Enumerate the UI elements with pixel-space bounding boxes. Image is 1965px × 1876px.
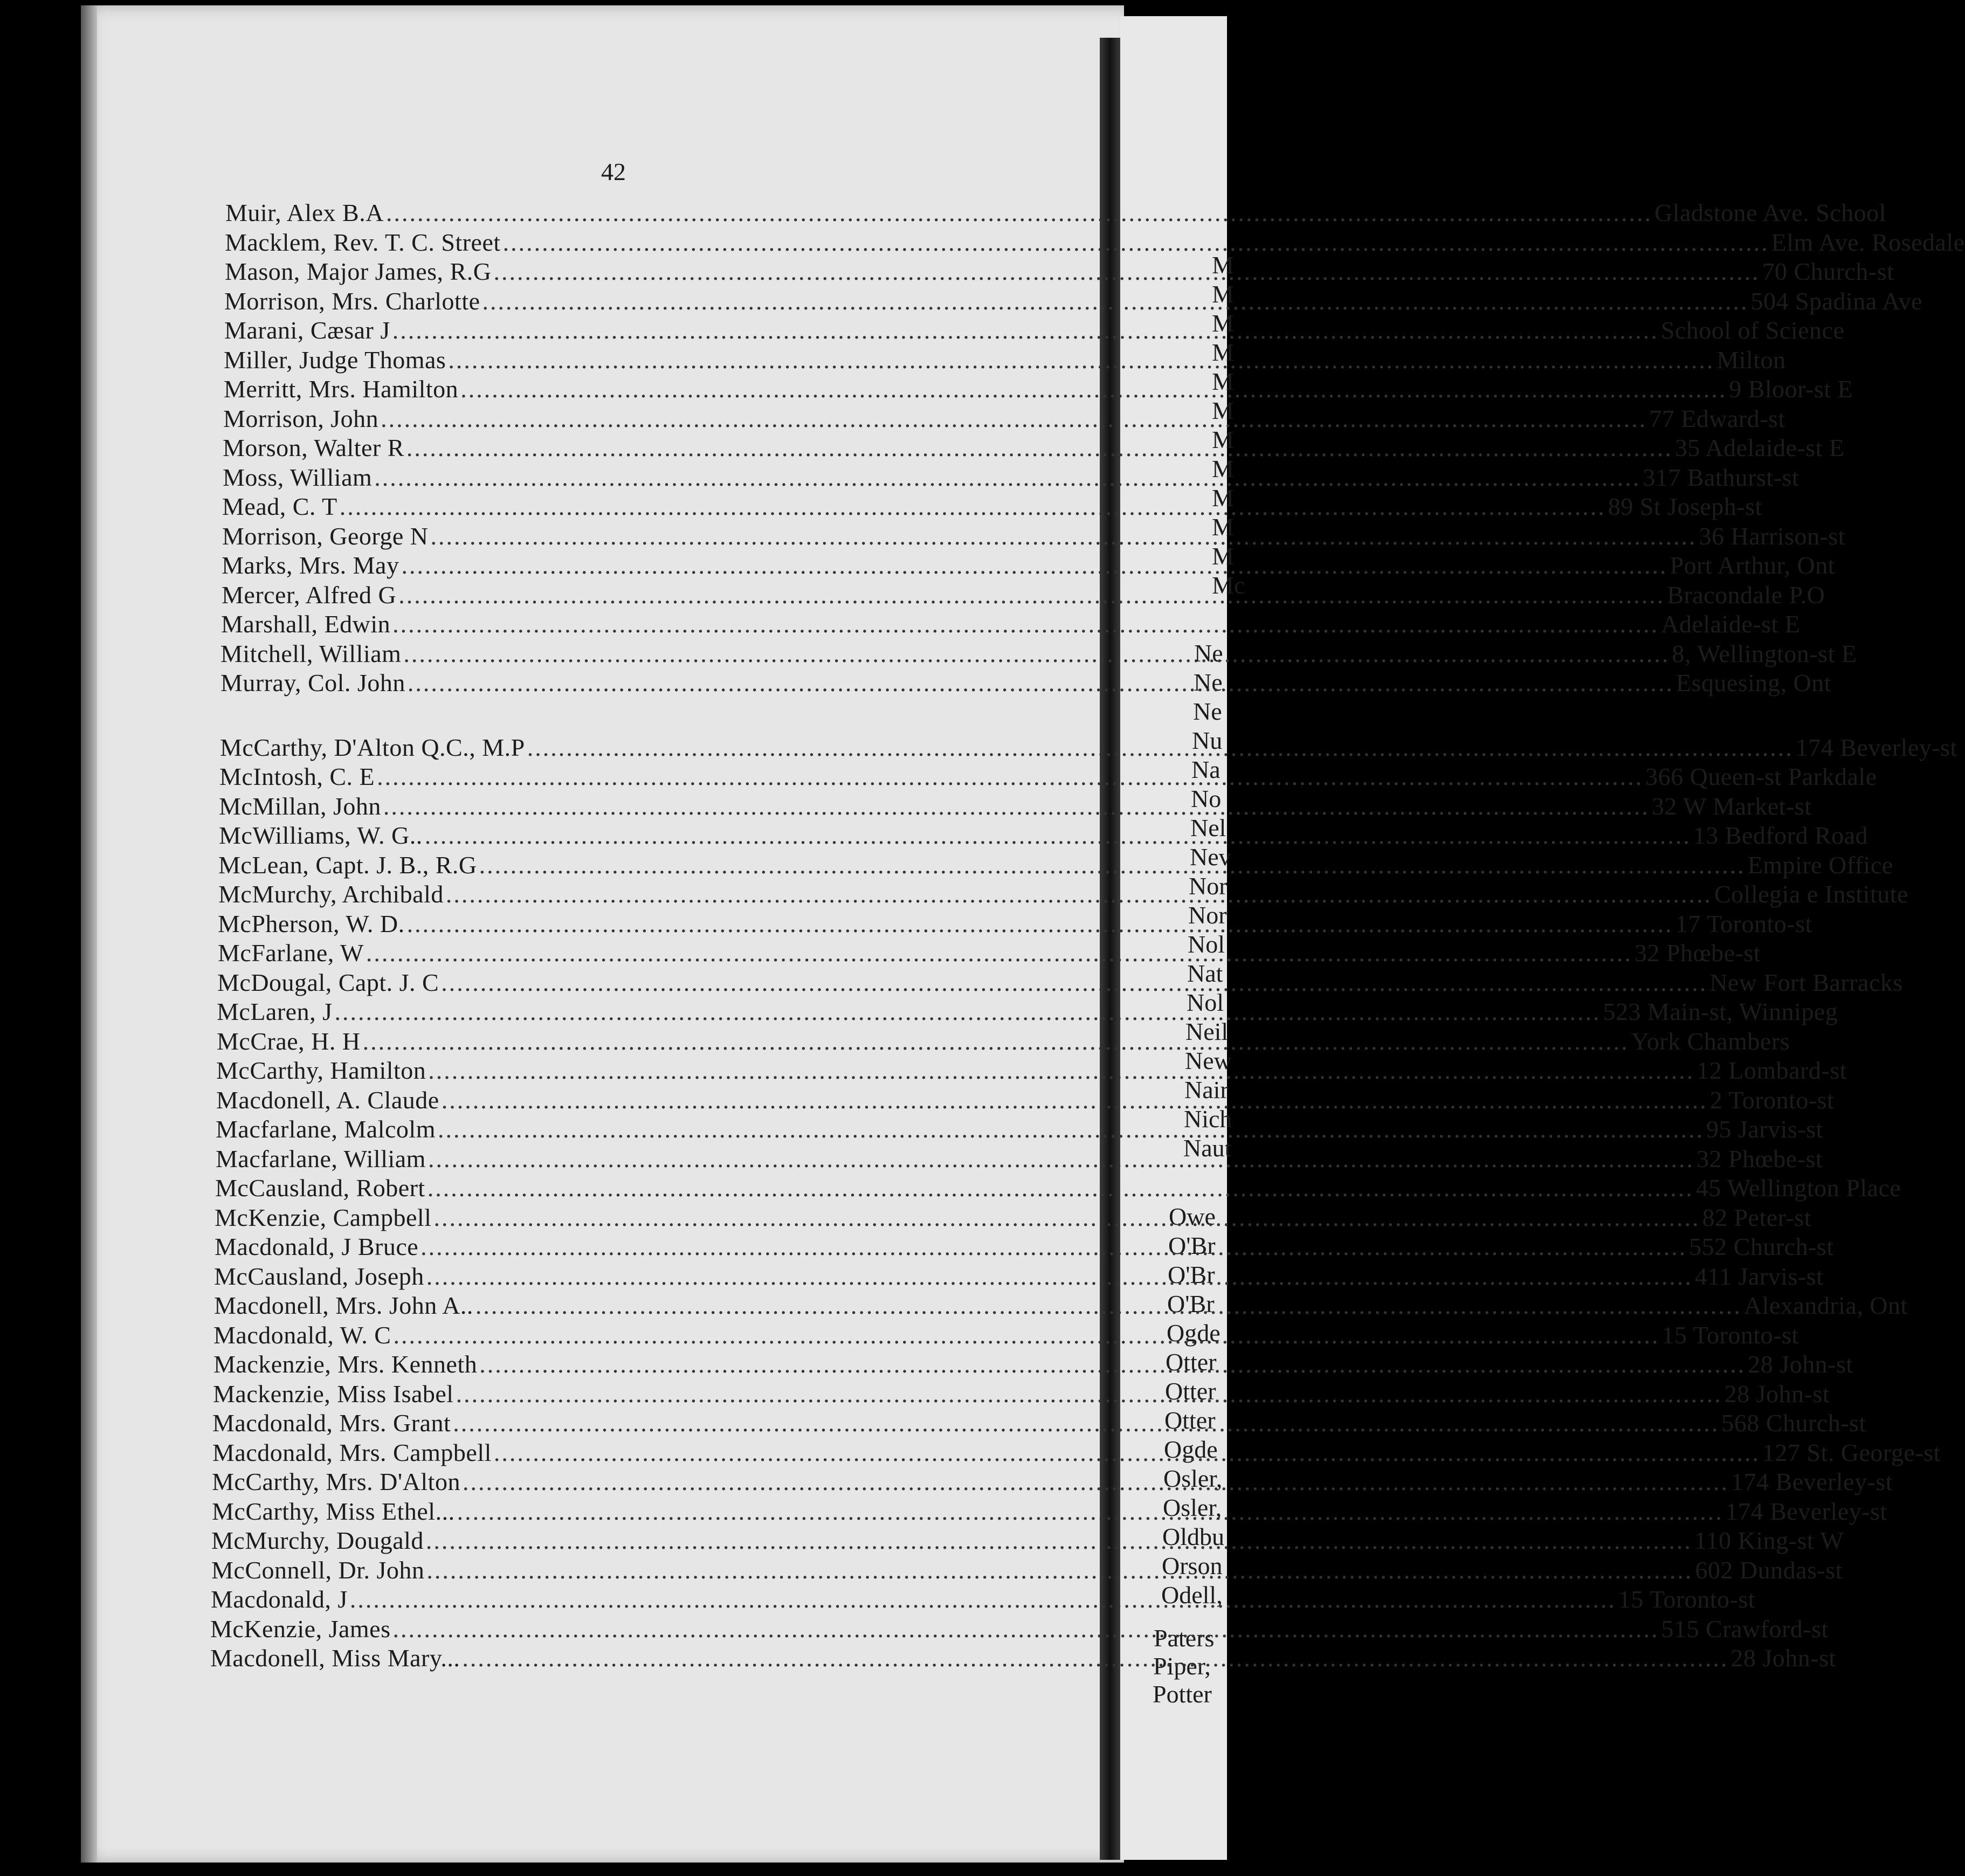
directory-entry (220, 668, 1831, 696)
directory-entry (224, 316, 1845, 344)
entry-name: Morrison, Mrs. Charlotte (224, 287, 480, 315)
right-page-fragment: Nol (1188, 930, 1225, 958)
dot-leader (426, 1262, 1693, 1291)
entry-name: Mead, C. T (222, 493, 337, 520)
right-page-fragment: Nair (1184, 1076, 1229, 1103)
right-page-fragment: M (1212, 542, 1234, 570)
entry-address: 174 Beverley-st (1795, 733, 1957, 761)
dot-leader (463, 1467, 1729, 1496)
entry-name: Merritt, Mrs. Hamilton (224, 375, 459, 403)
right-page-fragment: Na (1191, 756, 1221, 783)
directory-entry (225, 228, 1965, 256)
right-page-fragment: Nev (1190, 843, 1231, 871)
entry-name: Muir, Alex B.A (225, 199, 384, 226)
entry-name: McFarlane, W (218, 939, 364, 967)
entry-name: McCausland, Robert (215, 1174, 425, 1202)
dot-leader (377, 762, 1643, 791)
dot-leader (428, 1174, 1694, 1202)
entry-name: Macdonald, W. C (213, 1321, 391, 1349)
dot-leader (426, 1526, 1692, 1555)
right-page-fragment: Odell, (1161, 1581, 1223, 1609)
right-page-fragment: Nol (1187, 989, 1224, 1016)
entry-address: 95 Jarvis-st (1706, 1115, 1823, 1143)
entry-address: 28 John-st (1724, 1380, 1830, 1408)
entry-address: Port Arthur, Ont (1670, 551, 1835, 579)
entry-address: Elm Ave. Rosedale (1771, 228, 1965, 256)
right-page-fragment: M (1212, 368, 1234, 395)
entry-address: Milton (1716, 346, 1786, 374)
entry-name: McCarthy, Hamilton (216, 1057, 426, 1084)
entry-address: 523 Main-st, Winnipeg (1603, 998, 1838, 1025)
dot-leader (448, 346, 1714, 374)
dot-leader (456, 1380, 1722, 1408)
dot-leader (527, 733, 1794, 762)
dot-leader (406, 433, 1673, 462)
right-page-fragment: Mc (1212, 571, 1245, 599)
entry-address: 366 Queen-st Parkdale (1645, 763, 1877, 790)
dot-leader (383, 792, 1650, 820)
dot-leader (428, 1056, 1694, 1085)
dot-leader (401, 551, 1667, 580)
right-page-fragment: M (1212, 251, 1234, 279)
directory-entry (223, 463, 1799, 491)
entry-address: School of Science (1660, 316, 1845, 344)
page-number: 42 (601, 158, 626, 185)
right-page-fragment: M (1212, 513, 1234, 541)
right-page-fragment: M (1212, 397, 1234, 424)
entry-address: 70 Church-st (1762, 258, 1894, 285)
right-page-fragment: M (1212, 339, 1234, 366)
entry-address: Collegia e Institute (1714, 880, 1908, 908)
dot-leader (453, 1409, 1719, 1437)
dot-leader (408, 668, 1674, 697)
entry-address: Alexandria, Ont (1743, 1292, 1908, 1319)
entry-name: McWilliams, W. G.. (219, 822, 423, 849)
right-page-fragment: Nich (1184, 1105, 1232, 1133)
dot-leader (420, 1232, 1687, 1261)
entry-name: Mackenzie, Miss Isabel (213, 1380, 454, 1408)
entry-address: 552 Church-st (1689, 1233, 1834, 1260)
entry-address: 82 Peter-st (1702, 1203, 1812, 1231)
right-page-fragment: Nel (1190, 814, 1226, 842)
entry-name: McIntosh, C. E (219, 763, 375, 790)
dot-leader (433, 1203, 1700, 1232)
directory-entry (222, 551, 1835, 579)
right-page-fragment: M (1212, 426, 1234, 453)
entry-name: Macfarlane, Malcolm (216, 1115, 436, 1143)
right-page-fragment: Ne (1194, 639, 1223, 667)
dot-leader (479, 851, 1746, 879)
entry-address: Bracondale P.O (1667, 581, 1825, 609)
entry-name: McCausland, Joseph (214, 1262, 424, 1290)
entry-address: 15 Toronto-st (1661, 1321, 1799, 1349)
right-page-fragment: M (1212, 309, 1234, 337)
dot-leader (366, 939, 1632, 967)
right-page-fragment: Paters (1154, 1624, 1215, 1652)
entry-address: New Fort Barracks (1709, 968, 1903, 996)
entry-address: 13 Bedford Road (1693, 822, 1869, 849)
right-page-fragment: Otter (1166, 1348, 1217, 1376)
entry-name: McLean, Capt. J. B., R.G (218, 851, 477, 879)
dot-leader (392, 316, 1659, 344)
directory-entry (224, 346, 1786, 374)
entry-name: Macfarlane, William (216, 1144, 426, 1172)
entry-name: McKenzie, Campbell (215, 1203, 432, 1231)
entry-address: 32 W Market-st (1651, 792, 1812, 820)
entry-name: McConnell, Dr. John (211, 1556, 425, 1584)
entry-name: Morson, Walter R (223, 434, 404, 461)
entry-address: 110 King-st W (1694, 1527, 1844, 1554)
entry-address: 8, Wellington-st E (1672, 639, 1857, 667)
right-page-fragment: Neil (1185, 1018, 1229, 1045)
entry-name: Macdonald, Mrs. Grant (212, 1409, 451, 1437)
directory-entry (225, 198, 1886, 226)
entry-address: 127 St. George-st (1762, 1438, 1941, 1466)
right-page-fragment: O'Br (1167, 1290, 1215, 1318)
right-page-fragment: Potter (1153, 1680, 1212, 1708)
entry-address: 36 Harrison-st (1699, 522, 1845, 550)
dot-leader (475, 1291, 1742, 1320)
dot-leader (403, 639, 1670, 668)
dot-leader (457, 1497, 1723, 1526)
entry-name: Marani, Cæsar J (224, 316, 390, 344)
right-page-fragment: Ne (1194, 668, 1223, 696)
entry-name: McLaren, J (217, 998, 333, 1025)
entry-name: Macdonell, A. Claude (216, 1086, 439, 1114)
entry-name: Murray, Col. John (220, 669, 405, 696)
entry-name: Macdonald, Mrs. Campbell (212, 1438, 492, 1466)
dot-leader (503, 228, 1769, 257)
entry-address: 77 Edward-st (1649, 404, 1785, 432)
right-page-fragment: Oldbu (1162, 1523, 1224, 1550)
entry-name: Morrison, John (223, 404, 379, 432)
right-page-fragment: Osler, (1163, 1494, 1222, 1521)
dot-leader (398, 581, 1665, 609)
entry-name: Macdonell, Mrs. John A.. (214, 1292, 473, 1319)
entry-name: Marks, Mrs. May (222, 551, 399, 579)
dot-leader (350, 1585, 1616, 1613)
entry-name: McCarthy, D'Alton Q.C., M.P (220, 733, 525, 761)
right-page-fragment: Ne (1193, 698, 1222, 725)
entry-name: McCrae, H. H (217, 1027, 361, 1055)
entry-address: 411 Jarvis-st (1694, 1262, 1824, 1290)
directory-entry (222, 522, 1845, 550)
dot-leader (438, 1115, 1704, 1143)
dot-leader (479, 1350, 1746, 1378)
entry-address: 504 Spadina Ave (1750, 287, 1922, 315)
directory-entry (225, 257, 1894, 285)
entry-name: Miller, Judge Thomas (224, 346, 446, 374)
right-page-fragment: Nor (1189, 872, 1228, 900)
entry-address: 174 Beverley-st (1725, 1497, 1887, 1525)
entry-address: 174 Beverley-st (1730, 1468, 1893, 1495)
entry-address: Gladstone Ave. School (1654, 199, 1886, 226)
entry-name: Moss, William (223, 463, 373, 491)
entry-address: York Chambers (1631, 1027, 1790, 1055)
dot-leader (493, 257, 1760, 286)
entry-name: Mitchell, William (220, 639, 402, 667)
right-page-fragment: Nu (1192, 727, 1223, 754)
dot-leader (392, 610, 1659, 638)
entry-name: McMurchy, Archibald (218, 880, 444, 908)
directory-entry (222, 492, 1762, 520)
directory-entry (221, 610, 1801, 638)
entry-address: Empire Office (1747, 851, 1893, 879)
right-page-fragment: O'Br (1168, 1261, 1215, 1288)
entry-name: McCarthy, Mrs. D'Alton (212, 1468, 460, 1495)
entry-name: Macklem, Rev. T. C. Street (225, 228, 501, 256)
directory-entry (215, 1174, 1901, 1202)
entry-address: Adelaide-st E (1661, 610, 1801, 638)
entry-name: McMurchy, Dougald (211, 1527, 424, 1554)
right-page-fragment: Ogde (1164, 1436, 1218, 1463)
entry-name: McKenzie, James (210, 1615, 391, 1643)
entry-name: Mason, Major James, R.G (225, 258, 492, 285)
entry-address: 15 Toronto-st (1618, 1585, 1755, 1613)
directory-entry (223, 433, 1845, 461)
dot-leader (340, 492, 1606, 521)
dot-leader (428, 1144, 1694, 1173)
dot-leader (430, 522, 1697, 550)
right-page-fragment: Orson (1162, 1552, 1223, 1580)
directory-entry (223, 404, 1785, 432)
right-page-fragment: Otter (1164, 1406, 1216, 1434)
dot-leader (425, 821, 1691, 850)
entry-address: 317 Bathurst-st (1643, 463, 1799, 491)
right-page-fragment: No (1191, 785, 1222, 812)
entry-address: 35 Adelaide-st E (1674, 434, 1845, 461)
entry-name: Macdonell, Miss Mary... (210, 1644, 460, 1672)
dot-leader (482, 287, 1749, 315)
dot-leader (442, 1086, 1708, 1114)
entry-address: 89 St Joseph-st (1608, 493, 1762, 520)
right-page-fragment: Otter (1165, 1377, 1216, 1405)
right-page-fragment: Owe (1169, 1203, 1216, 1230)
dot-leader (407, 909, 1673, 938)
entry-name: Macdonald, J Bruce (215, 1233, 419, 1260)
entry-address: 32 Phœbe-st (1634, 939, 1761, 967)
entry-name: Mercer, Alfred G (222, 581, 397, 609)
directory-entry (224, 375, 1853, 403)
entry-address: 28 John-st (1730, 1644, 1836, 1672)
entry-address: 28 John-st (1748, 1350, 1853, 1378)
right-page-fragment: O'Br (1168, 1232, 1216, 1259)
entry-name: McMillan, John (219, 792, 381, 820)
right-page-fragment: M (1212, 484, 1234, 512)
entry-address: 568 Church-st (1721, 1409, 1866, 1437)
dot-leader (441, 968, 1707, 997)
dot-leader (386, 198, 1652, 227)
dot-leader (334, 997, 1601, 1026)
dot-leader (460, 375, 1727, 403)
entry-address: 515 Crawford-st (1661, 1615, 1829, 1643)
entry-name: Marshall, Edwin (221, 610, 391, 638)
right-page-fragment: New (1185, 1047, 1232, 1074)
dot-leader (426, 1556, 1693, 1584)
right-page-fragment: Ogde (1167, 1319, 1221, 1347)
right-page-fragment: Osler, (1163, 1465, 1223, 1492)
entry-address: 2 Toronto-st (1709, 1086, 1835, 1114)
right-page-fragment: Piper, (1153, 1652, 1211, 1680)
entry-name: McPherson, W. D. (218, 909, 405, 937)
entry-address: 45 Wellington Place (1695, 1174, 1901, 1202)
entry-address: 9 Bloor-st E (1729, 375, 1853, 403)
dot-leader (393, 1321, 1659, 1349)
directory-entry (224, 287, 1922, 315)
entry-name: Macdonald, J (211, 1585, 348, 1613)
right-page-fragment: Nat (1187, 960, 1223, 987)
entry-address: 17 Toronto-st (1675, 909, 1812, 937)
right-page-fragment: M (1212, 280, 1234, 308)
dot-leader (363, 1027, 1629, 1056)
right-page-fragment: Naut (1183, 1134, 1232, 1162)
entry-address: Esquesing, Ont (1676, 669, 1831, 696)
entry-address: 12 Lombard-st (1697, 1057, 1847, 1084)
dot-leader (446, 880, 1712, 908)
entry-address: 602 Dundas-st (1695, 1556, 1843, 1584)
entry-address: 32 Phœbe-st (1696, 1144, 1823, 1172)
dot-leader (381, 404, 1647, 433)
entry-name: Mackenzie, Mrs. Kenneth (213, 1350, 478, 1378)
right-page-fragment: M (1212, 455, 1234, 482)
entry-name: McCarthy, Miss Ethel... (212, 1497, 455, 1525)
dot-leader (393, 1615, 1659, 1643)
dot-leader (494, 1438, 1760, 1467)
entry-name: Morrison, George N (222, 522, 429, 550)
entry-name: McDougal, Capt. J. C (217, 968, 439, 996)
dot-leader (374, 463, 1640, 492)
dot-leader (462, 1644, 1728, 1672)
right-page-fragment: Nor (1188, 901, 1227, 929)
